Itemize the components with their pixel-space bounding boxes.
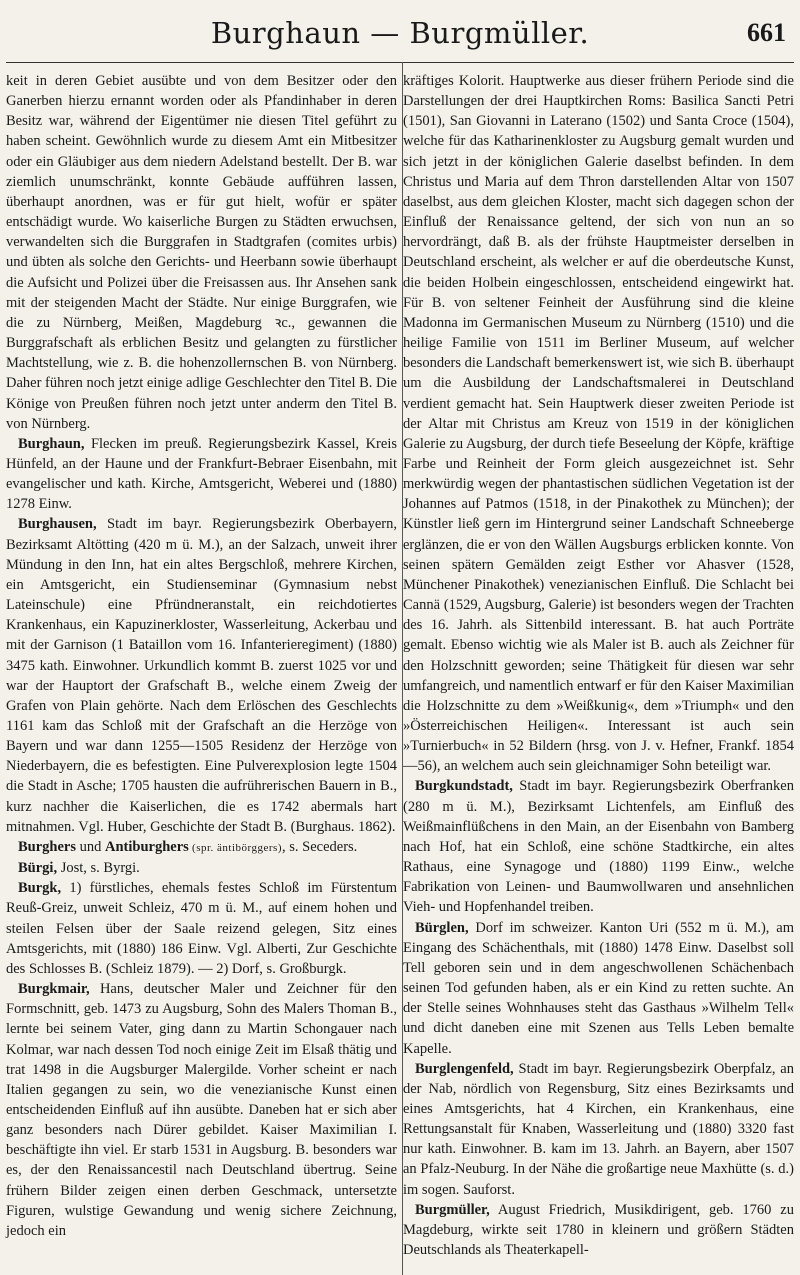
entry-burgk — [6, 878, 397, 979]
entry-text: Stadt im bayr. Regierungsbezirk Oberpfalz, an der Nab, nördlich von Regensburg, Sitz eines Bezirksamts und eines Amtsgerichts, hat 4 Kirchen, ein Krankenhaus, eine Rettungsanstalt für Knaben, Wasserleitung und (1880) 3320 fast nur kath. Einwohner. B. kam im 13. Jahrh. an Bayern, aber 1507 an Pfalz-Neuburg. In der Nähe die großartige neue Maxhütte (s. d.) im sogen. Sauforst. — [403, 1060, 794, 1198]
entry-text: kräftiges Kolorit. Hauptwerke aus dieser frühern Periode sind die Darstellungen der drei Hauptkirchen Roms: Basilica Sancti Petri (1501), San Giovanni in Laterano (1502) und Santa Croce (1504), welche für das Katharinenkloster zu Augsburg gemalt wurden und sich jetzt in der königlichen Galerie daselbst befinden. In dem Christus und Maria auf dem Thron darstellenden Altar von 1507 daselbst, aus dem gleichen Kloster, macht sich dagegen schon der Einfluß der Renaissance geltend, der sich von nun an so hervordrängt, daß B. als der frühste Hauptmeister derselben in Deutschland erscheint, als welcher er auf die oberdeutsche Kunst, die beiden Holbein eingeschlossen, entscheidend eingewirkt hat. Für B. von seltener Feinheit der Ausführung sind die kleine Madonna im Germanischen Museum zu Nürnberg (1510) und die heilige Familie von 1511 im Berliner Museum, auf welcher besonders die Landschaft bemerkenswert ist, wie sich B. überhaupt um die Ausbildung der Landschaftsmalerei in Deutschland verdient gemacht hat. Sein Hauptwerk dieser zweiten Periode ist der Altar mit Christus am Kreuz von 1519 in der königlichen Galerie zu Augsburg, der durch tiefe Beseelung der Köpfe, kräftige Farbe und Reinheit der Form gleich ausgezeichnet ist. Sehr merkwürdig wegen der phantastischen südlichen Vegetation ist der Johannes auf Patmos (1518, in der Pinakothek zu München); der Künstler ließ gern im Hintergrund seiner Landschaft Schneeberge erglänzen, die er von den Wällen Augsburgs erblicken konnte. Von seinen spätern Gemälden zeigt Esther vor Ahasver (1528, Münchener Pinakothek) venezianischen Einfluß. Die Schlacht bei Cannä (1529, Augsburg, Galerie) ist besonders wegen der Trachten des 16. Jahrh. als Sittenbild interessant. B. hat auch Porträte gemalt. Ebenso wichtig wie als Maler ist B. auch als Zeichner für den Holzschnitt geworden; seine Thätigkeit für diesen war sehr umfangreich, und namentlich entwarf er für den Kaiser Maximilian die Holzschnitte zu dem »Weißkunig«, dem »Triumph« und den »Österreichischen Heiligen«. Interessant ist auch sein »Turnierbuch« in 52 Bildern (hrsg. von J. v. Hefner, Frankf. 1854—56), an welchem auch sein gleichnamiger Sohn beteiligt war. — [403, 73, 794, 775]
column-divider — [402, 62, 403, 1275]
entry-text: Hans, deutscher Maler und Zeichner für den Formschnitt, geb. 1473 zu Augsburg, Sohn des Malers Thoman B., lernte bei seinem Vater, ging dann zu Martin Schongauer nach Kolmar, war nach dessen Tod noch einige Zeit im Elsaß thätig und trat 1498 in die Augsburger Malergilde. Vorher scheint er nach Italien gegangen zu sein, wo die venezianische Kunst einen entscheidenden Einfluß auf ihn ausübte. Daneben hat er sich aber ganz besonders nach Dürer gebildet. Kaiser Maximilian I. beschäftigte ihn viel. Er starb 1531 in Augsburg. B. besonders war es, der den Renaissancestil nach Deutschland übertrug. Seine frühern Bilder zeigen einen derben Geschmack, untersetzte Figuren, wulstige Gewandung und wenig sichere Zeichnung, jedoch ein — [6, 981, 397, 1239]
headword: Burgkmair, — [18, 981, 90, 998]
entry-continuation — [6, 71, 397, 434]
entry-burghaun — [6, 434, 397, 515]
entry-text: keit in deren Gebiet ausübte und von dem Besitzer oder den Ganerben hierzu ernannt worden oder als Pfandinhaber in deren Besitz war, während der Eigentümer nie diesen Titel geführt zu haben scheint. Gewöhnlich wurde zu diesem Amt ein Mitbesitzer oder ein Gläubiger aus dem niedern Adelstand bestellt. Der B. war ziemlich unumschränkt, konnte Gebäude aufführen lassen, überhaupt anordnen, was er für gut hielt, wofür er später entschädigt wurde. Wo kaiserliche Burgen zu Städten erwuchsen, verwandelten sich die Burggrafen in Stadtgrafen (comites urbis) und übten als solche den Gerichts- und Heerbann sowie überhaupt die Aufsicht und Polizei über die Freisassen aus. Ihr Ansehen sank mit der steigenden Macht der Städte. Nur einige Burggrafen, wie die zu Nürnberg, Meißen, Magdeburg ꝛc., gewannen die Burggrafschaft als erblichen Besitz und gelangten zu fürstlicher Machtstellung, wie z. B. die hohenzollernschen B. von Nürnberg. Daher führen noch jetzt einige adlige Geschlechter den Titel B. Die Könige von Preußen führen noch jetzt unter anderm den Titel B. von Nürnberg. — [6, 73, 397, 432]
headword: Burghaun, — [18, 435, 85, 452]
entry-text: 1) fürstliches, ehemals festes Schloß im Fürstentum Reuß-Greiz, unweit Schleiz, 470 m ü. M., auf einem hohen und steilen Felsen über der Saale reizend gelegen, Sitz eines Amtsgerichts, mit (1880) 186 Einw. Vgl. Alberti, Zur Geschichte des Schlosses B. (Schleiz 1879). — 2) Dorf, s. Großburgk. — [6, 880, 397, 977]
entry-text: Stadt im bayr. Regierungsbezirk Oberbayern, Bezirksamt Altötting (420 m ü. M.), an der Salzach, unweit ihrer Mündung in den Inn, hat ein altes Bergschloß, mehrere Kirchen, ein Amtsgericht, ein Studienseminar (Gymnasium nebst Lateinschule) eine Pfründneranstalt, ein reichdotiertes Krankenhaus, ein Kapuzinerkloster, Wasserleitung, Ackerbau und mit der Garnison (1 Bataillon vom 16. Infanterieregiment) (1880) 3475 kath. Einwohner. Urkundlich kommt B. zuerst 1025 vor und war der Hauptort der Grafschaft B., welche einem Zweig der Grafen von Plain gehörte. Nach dem Erlöschen des Geschlechts 1161 kam das Schloß mit der Grafschaft an die Herzöge von Bayern und war dann 1255—1505 Residenz der Herzöge von Niederbayern, die es befestigten. Eine Pulverexplosion legte 1504 die Stadt in Asche; 1705 hausten die aufrührerischen Bauern in B., kurz nachher die Kaiserlichen, die es 1742 abermals hart mitnahmen. Vgl. Huber, Geschichte der Stadt B. (Burghaus. 1862). — [6, 516, 397, 835]
entry-continuation — [403, 71, 794, 776]
entry-burgkmair — [6, 979, 397, 1241]
headword: Antiburghers — [105, 838, 189, 855]
columns — [6, 71, 794, 1260]
entry-text: August Friedrich, Musikdirigent, geb. 1760 zu Magdeburg, wirkte seit 1780 in kleinern und größern Städten Deutschlands als Theaterkapell- — [403, 1201, 794, 1259]
headword: Bürglen, — [415, 919, 469, 936]
entry-text: Dorf im schweizer. Kanton Uri (552 m ü. M.), am Eingang des Schächenthals, mit (1880) 1478 Einw. Daselbst soll Tell geboren sein und in dem angeschwollenen Schächenbach seinen Tod gefunden haben, als er ein Kind zu retten suchte. An der Stelle seines Wohnhauses steht das Gasthaus »Wilhelm Tell« und dicht daneben eine mit Szenen aus Tells Leben bemalte Kapelle. — [403, 919, 794, 1057]
headword: Burglengenfeld, — [415, 1060, 514, 1077]
left-column — [6, 71, 397, 1260]
entry-buerglen — [403, 918, 794, 1059]
running-title: Burghaun — Burgmüller. — [210, 16, 590, 50]
headword: Bürgi, — [18, 860, 58, 877]
page-number: 661 — [747, 18, 786, 47]
page-header — [6, 14, 794, 63]
headword: Burgmüller, — [415, 1201, 490, 1218]
entry-burghers — [6, 837, 397, 858]
entry-burghausen — [6, 514, 397, 837]
headword: Burghers — [18, 838, 76, 855]
entry-burgkundstadt — [403, 776, 794, 917]
entry-text: Jost, s. Byrgi. — [57, 860, 140, 877]
entry-text: Flecken im preuß. Regierungsbezirk Kassel, Kreis Hünfeld, an der Haune und der Frankfurt-Bebraer Eisenbahn, mit evangelischer und kath. Kirche, Amtsgericht, Weberei und (1880) 1278 Einw. — [6, 435, 397, 513]
entry-burglengenfeld — [403, 1059, 794, 1200]
headword: Burgkundstadt, — [415, 778, 513, 795]
entry-buergi — [6, 858, 397, 878]
headword: Burghausen, — [18, 516, 97, 533]
entry-text: Stadt im bayr. Regierungsbezirk Oberfranken (280 m ü. M.), Bezirksamt Lichtenfels, am Einfluß des Weißmainflüßchens in den Main, an der Eisenbahn von Bamberg nach Hof, hat ein Schloß, eine schöne Stadtkirche, ein altes Rathaus, eine Synagoge und (1880) 1199 Einw., welche Fabrikation von Leinen- und Baumwollwaren und ansehnlichen Vieh- und Hopfenhandel treiben. — [403, 778, 794, 916]
entry-text: und — [76, 838, 105, 855]
right-column — [403, 71, 794, 1260]
entry-text: , s. Seceders. — [282, 838, 358, 855]
pronunciation-note: (spr. äntibörggers) — [188, 841, 282, 854]
entry-burgmueller — [403, 1200, 794, 1260]
headword: Burgk, — [18, 880, 62, 897]
